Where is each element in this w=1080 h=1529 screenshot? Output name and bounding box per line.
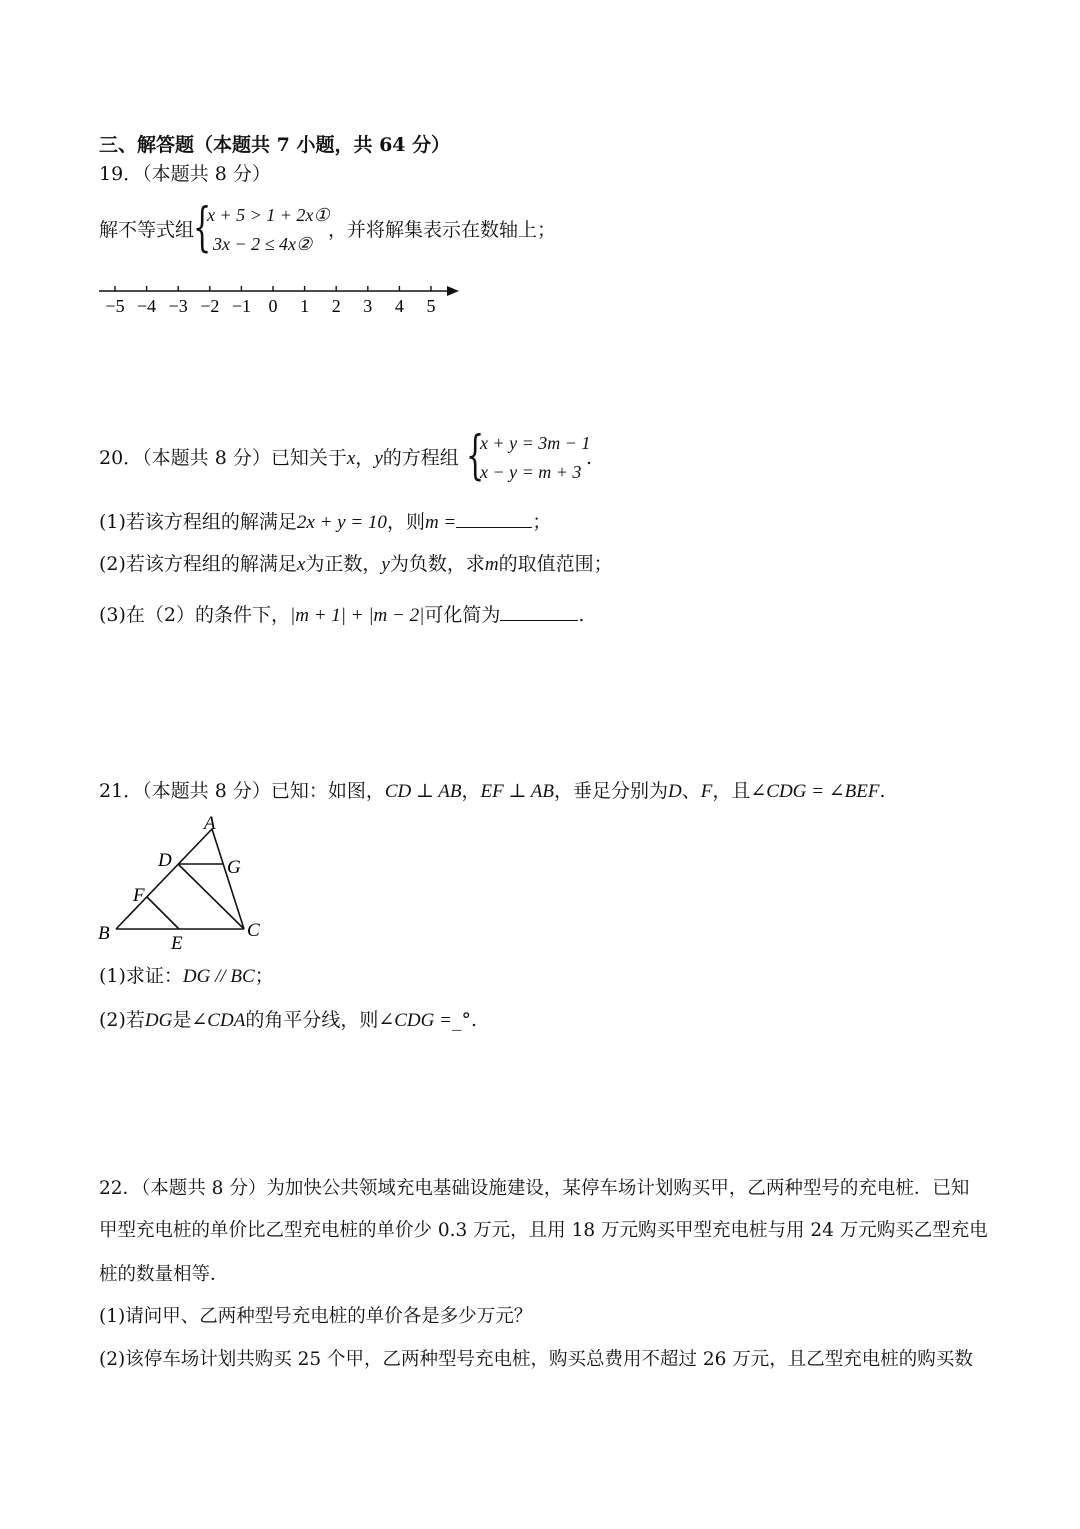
q20-equation-1: x + y = 3m − 1 xyxy=(480,433,591,453)
q20-part-1 xyxy=(99,509,551,535)
number-line-label: 5 xyxy=(426,296,436,316)
q20-p1-mid: ，则 xyxy=(386,511,425,533)
q20-p3-blank xyxy=(500,602,578,621)
q20-part-2 xyxy=(99,552,613,577)
q21-dun: 、 xyxy=(681,780,701,802)
q21-sep: ， xyxy=(461,780,481,802)
triangle-figure xyxy=(92,812,272,957)
number-line-label: −1 xyxy=(231,296,251,316)
q20-sep: ， xyxy=(355,447,375,469)
q20-p2-a: (2)若该方程组的解满足 xyxy=(99,553,297,575)
q20-p1-m: m = xyxy=(424,512,457,533)
number-line-label: 1 xyxy=(300,296,310,316)
q21-end: . xyxy=(879,780,886,802)
q19-prompt: 解不等式组 xyxy=(99,219,195,241)
q20-title: 20．（本题共 8 分）已知关于 xyxy=(99,447,347,469)
q19-brace: { xyxy=(193,198,212,258)
label-b: B xyxy=(98,923,110,944)
q21-mid: ，垂足分别为 xyxy=(553,780,668,802)
q22-line-3: 桩的数量相等． xyxy=(99,1264,229,1285)
q21-angle-eq: ∠CDG = ∠BEF xyxy=(750,781,880,802)
q21-p2-pre: (2)若 xyxy=(99,1009,145,1031)
number-line-label: 4 xyxy=(394,296,404,316)
q20-p2-c: 为负数，求 xyxy=(389,553,485,575)
q20-p2-x: x xyxy=(296,554,306,575)
q20-p2-d: 的取值范围； xyxy=(498,553,613,575)
q20-var-y: y xyxy=(374,448,383,469)
q21-p2-end: _°. xyxy=(451,1009,477,1031)
label-c: C xyxy=(247,920,260,941)
segment-fe xyxy=(147,897,179,929)
q21-point-f: F xyxy=(700,781,713,802)
q21-p2-angle-2: ∠CDG = xyxy=(378,1010,452,1031)
q20-p3-end: . xyxy=(578,604,585,626)
label-e: E xyxy=(171,933,183,954)
q20-title-line xyxy=(99,446,459,471)
q19-inequality-2: 3x − 2 ≤ 4x② xyxy=(213,234,313,254)
q22-part-2: (2)该停车场计划共购买 25 个甲，乙两种型号充电桩，购买总费用不超过 26 万元，且乙型充电桩的购买数 xyxy=(99,1349,973,1370)
number-line-arrow xyxy=(447,286,459,296)
section-header: 三、解答题（本题共 7 小题，共 64 分） xyxy=(99,134,451,156)
q21-p1-expr: DG // BC xyxy=(182,966,255,987)
q20-p3-expr: |m + 1| + |m − 2| xyxy=(290,605,425,626)
q21-cond-1: CD ⊥ AB xyxy=(384,781,462,802)
number-line-label: −3 xyxy=(168,296,188,316)
label-a: A xyxy=(204,813,216,834)
q21-title: 21．（本题共 8 分）已知：如图， xyxy=(99,780,385,802)
q19-title: 19．（本题共 8 分） xyxy=(99,163,271,185)
q20-var-x: x xyxy=(346,448,356,469)
q21-title-line xyxy=(99,779,886,804)
q21-p2-mid: 是 xyxy=(172,1009,192,1031)
number-line-label: −5 xyxy=(105,296,125,316)
number-line xyxy=(95,280,475,320)
q20-p1-pre: (1)若该方程组的解满足 xyxy=(99,511,297,533)
q21-point-d: D xyxy=(667,781,682,802)
label-g: G xyxy=(227,857,241,878)
q22-line-2: 甲型充电桩的单价比乙型充电桩的单价少 0.3 万元，且用 18 万元购买甲型充电桩与用 24 万元购买乙型充电 xyxy=(99,1220,988,1241)
label-f: F xyxy=(133,885,145,906)
q20-part-3 xyxy=(99,602,584,628)
q20-p1-blank xyxy=(456,509,532,528)
q21-p1-pre: (1)求证： xyxy=(99,965,183,987)
q22-line-1: 22．（本题共 8 分）为加快公共领域充电基础设施建设，某停车场计划购买甲，乙两种型号的充电桩．已知 xyxy=(99,1178,970,1199)
number-line-label: 2 xyxy=(331,296,341,316)
q21-p2-dg: DG xyxy=(144,1010,173,1031)
q20-p3-pre: (3)在（2）的条件下， xyxy=(99,604,291,626)
q20-p2-y: y xyxy=(381,554,390,575)
q21-p1-end: ； xyxy=(254,965,274,987)
q22-part-1: (1)请问甲、乙两种型号充电桩的单价各是多少万元？ xyxy=(99,1306,533,1327)
number-line-label: 3 xyxy=(363,296,373,316)
q20-title-tail: 的方程组 xyxy=(382,447,459,469)
q20-p2-b: 为正数， xyxy=(305,553,382,575)
q21-cond-2: EF ⊥ AB xyxy=(480,781,554,802)
q20-end: . xyxy=(586,447,593,469)
number-line-label: −2 xyxy=(200,296,220,316)
q20-brace: { xyxy=(466,426,485,486)
q21-part-2 xyxy=(99,1008,477,1033)
q20-equation-2: x − y = m + 3 xyxy=(480,462,582,482)
label-d: D xyxy=(158,850,172,871)
q21-p2-angle: ∠CDA xyxy=(191,1010,246,1031)
number-line-label: −4 xyxy=(137,296,157,316)
q20-p1-end: ； xyxy=(532,511,552,533)
q19-instruction: ，并将解集表示在数轴上； xyxy=(328,219,557,241)
q20-p3-post: 可化简为 xyxy=(424,604,501,626)
number-line-label: 0 xyxy=(268,296,278,316)
q21-p2-post: 的角平分线，则 xyxy=(245,1009,379,1031)
q20-p2-m: m xyxy=(484,554,499,575)
q19-inequality-1: x + 5 > 1 + 2x① xyxy=(207,205,330,225)
q20-p1-cond: 2x + y = 10 xyxy=(296,512,387,533)
q21-and: ，且 xyxy=(712,780,751,802)
q21-part-1 xyxy=(99,964,274,989)
